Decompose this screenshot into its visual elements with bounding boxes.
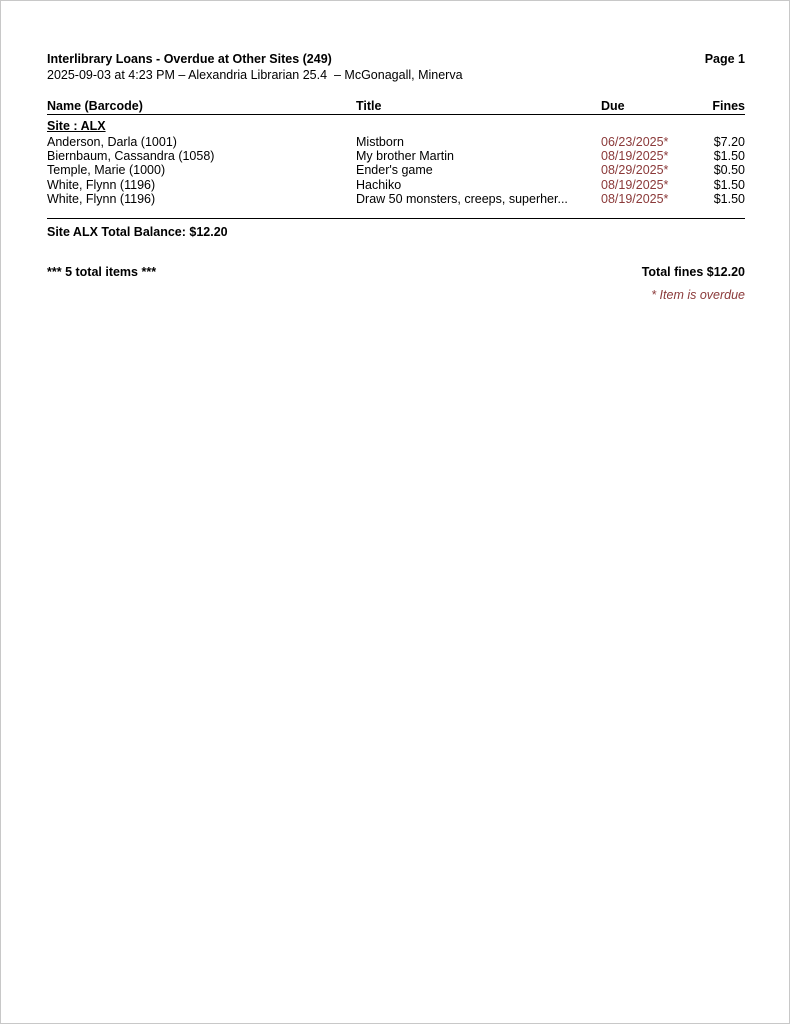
report-title: Interlibrary Loans - Overdue at Other Sites (249) xyxy=(47,52,332,66)
total-fines: Total fines $12.20 xyxy=(641,264,745,279)
site-total-balance: Site ALX Total Balance: $12.20 xyxy=(47,224,228,239)
overdue-note: * Item is overdue xyxy=(651,287,745,302)
report-header xyxy=(47,52,745,68)
site-total-divider xyxy=(47,218,745,219)
row-due: 08/19/2025* xyxy=(601,177,669,192)
row-fines: $1.50 xyxy=(713,177,745,192)
row-title: Mistborn xyxy=(356,135,404,149)
row-title: Draw 50 monsters, creeps, superher... xyxy=(356,191,568,206)
row-fines: $1.50 xyxy=(713,149,745,164)
report-subtitle: 2025-09-03 at 4:23 PM – Alexandria Librarian 25.4 – McGonagall, Minerva xyxy=(47,68,463,82)
row-title: Ender's game xyxy=(356,163,433,178)
row-name: Anderson, Darla (1001) xyxy=(47,135,177,149)
table-row xyxy=(47,163,745,177)
report-summary xyxy=(47,265,745,281)
row-fines: $1.50 xyxy=(713,191,745,206)
row-name: White, Flynn (1196) xyxy=(47,191,156,206)
row-due: 08/29/2025* xyxy=(601,163,669,178)
column-header-title: Title xyxy=(356,99,382,113)
table-row xyxy=(47,149,745,163)
column-header-due: Due xyxy=(601,99,625,113)
row-fines: $0.50 xyxy=(713,163,745,178)
table-row xyxy=(47,192,745,206)
row-due: 08/19/2025* xyxy=(601,191,669,206)
row-title: My brother Martin xyxy=(356,149,454,164)
column-headers xyxy=(47,99,745,115)
row-name: White, Flynn (1196) xyxy=(47,177,156,192)
row-name: Biernbaum, Cassandra (1058) xyxy=(47,149,215,164)
loan-rows xyxy=(47,135,745,206)
column-header-name: Name (Barcode) xyxy=(47,99,143,113)
row-name: Temple, Marie (1000) xyxy=(47,163,166,178)
column-header-fines: Fines xyxy=(712,99,745,113)
site-label: Site : ALX xyxy=(47,119,106,133)
report-content xyxy=(47,52,745,304)
overdue-legend xyxy=(47,288,745,304)
row-due: 08/19/2025* xyxy=(601,149,669,164)
table-row xyxy=(47,178,745,192)
table-row xyxy=(47,135,745,149)
page-number: Page 1 xyxy=(704,52,745,66)
row-fines: $7.20 xyxy=(713,135,745,149)
row-title: Hachiko xyxy=(356,177,402,192)
total-items: *** 5 total items *** xyxy=(47,264,157,279)
row-due: 06/23/2025* xyxy=(601,135,669,149)
